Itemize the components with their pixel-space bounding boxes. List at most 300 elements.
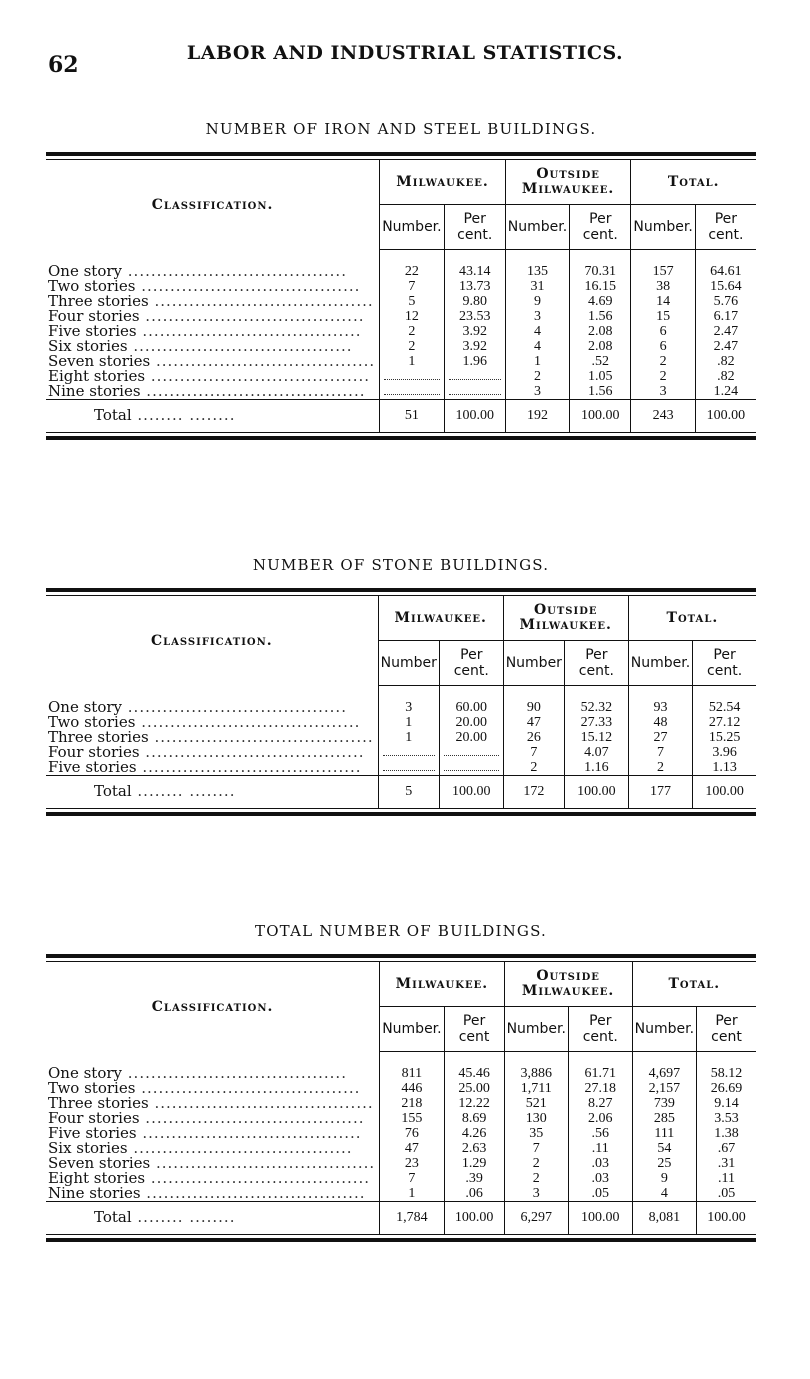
cell-mil-p: 2.63: [444, 1141, 504, 1156]
outside-milwaukee-header: [503, 596, 628, 641]
cell-tot-n: 93: [628, 686, 692, 716]
table-row: [46, 384, 756, 400]
table-row: [46, 1081, 756, 1096]
number-header: Number: [503, 641, 564, 686]
cell-mil-p: 23.53: [444, 309, 505, 324]
cell-out-n: 9: [505, 294, 569, 309]
cell-mil-p: 1.96: [444, 354, 505, 369]
dot-leader: ......................................: [145, 369, 371, 384]
row-label-text: Five stories: [48, 324, 137, 339]
table-bottom-rule: [46, 432, 756, 440]
cell-mil-p: [439, 760, 503, 776]
cell-mil-p: 20.00: [439, 730, 503, 745]
table-row: [46, 1141, 756, 1156]
row-label-text: Two stories: [48, 1081, 136, 1096]
row-label-text: Six stories: [48, 339, 128, 354]
number-header: Number: [378, 641, 439, 686]
total-cell-mil-n: 5: [378, 776, 439, 809]
cell-out-p: 16.15: [570, 279, 631, 294]
cell-tot-p: 3.96: [712, 745, 737, 760]
cell-tot-n: 111: [632, 1126, 696, 1141]
cell-tot-n: 27: [628, 730, 692, 745]
cell-out-p: .03: [568, 1171, 632, 1186]
row-label-text: Five stories: [48, 760, 137, 776]
classification-header: Classification.: [46, 962, 380, 1052]
cell-mil-n: 7: [380, 279, 444, 294]
total-cell-mil-n: 1,784: [380, 1202, 444, 1235]
table-row: [46, 309, 756, 324]
number-header: Number.: [504, 1007, 568, 1052]
cell-tot-p: 27.12: [708, 715, 741, 730]
cell-tot-n: 4: [632, 1186, 696, 1202]
total-header: Total.: [631, 160, 756, 205]
cell-mil-p: 1.29: [444, 1156, 504, 1171]
table-bottom-rule: [46, 808, 756, 816]
dot-leader: ......................................: [140, 1186, 366, 1202]
cell-mil-n: 7: [380, 1171, 444, 1186]
cell-out-p: 8.27: [568, 1096, 632, 1111]
table-row: [46, 1111, 756, 1126]
iron-steel-rows: [46, 250, 756, 433]
total-cell-mil-p: 100.00: [439, 776, 503, 809]
classification-header: Classification.: [46, 596, 378, 686]
cell-out-p: 2.06: [568, 1111, 632, 1126]
cell-tot-p: 9.14: [714, 1096, 739, 1111]
cell-mil-n: 76: [380, 1126, 444, 1141]
cell-mil-p: 60.00: [439, 686, 503, 716]
cell-mil-n: 1: [378, 730, 439, 745]
row-label-text: One story: [48, 261, 123, 279]
dot-leader: ......................................: [135, 279, 361, 294]
cell-tot-p: 3.53: [714, 1111, 739, 1126]
cell-mil-n: 1: [380, 354, 444, 369]
row-label: [46, 1156, 380, 1171]
empty-cell-dots: [444, 761, 499, 771]
empty-cell-dots: [444, 746, 499, 756]
cell-out-p: .11: [568, 1141, 632, 1156]
cell-mil-n: 12: [380, 309, 444, 324]
cell-out-p: 70.31: [570, 250, 631, 280]
row-label: [46, 1111, 380, 1126]
cell-mil-p: [444, 384, 505, 400]
row-label: [46, 250, 380, 280]
total-label: [46, 776, 378, 809]
cell-tot-n: 14: [631, 294, 695, 309]
cell-mil-n: 2: [380, 324, 444, 339]
dot-leader: ......................................: [148, 730, 374, 745]
dot-leader: ......................................: [135, 715, 361, 730]
cell-mil-p: [439, 745, 503, 760]
row-label: [46, 760, 378, 776]
row-label: [46, 1126, 380, 1141]
cell-out-n: 31: [505, 279, 569, 294]
table-row: [46, 760, 756, 776]
row-label: [46, 354, 380, 369]
dot-leader: ......................................: [122, 697, 347, 715]
cell-tot-n: 15: [631, 309, 695, 324]
row-label: [46, 294, 380, 309]
cell-mil-p: 25.00: [444, 1081, 504, 1096]
cell-out-n: 4: [505, 339, 569, 354]
milwaukee-header: Milwaukee.: [378, 596, 503, 641]
table-top-rule: [46, 152, 756, 160]
cell-out-p: .52: [570, 354, 631, 369]
cell-tot-n: 25: [632, 1156, 696, 1171]
iron-steel-section: [46, 120, 756, 440]
cell-tot-n: 7: [628, 745, 692, 760]
number-header: Number.: [628, 641, 692, 686]
running-head: LABOR AND INDUSTRIAL STATISTICS.: [186, 42, 624, 64]
total-cell-tot-p: 100.00: [695, 400, 756, 433]
table-row: [46, 686, 756, 716]
cell-tot-n: 2: [631, 354, 695, 369]
cell-tot-n: 157: [631, 250, 695, 280]
dot-leader: ......................................: [150, 1156, 376, 1171]
row-label: [46, 1186, 380, 1202]
total-cell-out-n: 172: [503, 776, 564, 809]
cell-tot-n: 2: [628, 760, 692, 776]
row-label: [46, 324, 380, 339]
row-label-text: Four stories: [48, 309, 140, 324]
cell-tot-p: 26.69: [710, 1081, 743, 1096]
cell-mil-p: 45.46: [444, 1052, 504, 1082]
row-label: [46, 715, 378, 730]
dot-leader: ......................................: [136, 1126, 362, 1141]
cell-mil-n: 811: [380, 1052, 444, 1082]
dot-leader: ......................................: [127, 339, 353, 354]
dot-leader: ......................................: [139, 1111, 365, 1126]
cell-mil-p: 3.92: [444, 339, 505, 354]
classification-header: Classification.: [46, 160, 380, 250]
total-label-text: Total: [94, 1207, 132, 1226]
cell-tot-n: 3: [631, 384, 695, 400]
table-row: [46, 1096, 756, 1111]
row-label-text: Three stories: [48, 294, 149, 309]
percent-header: Per cent.: [693, 641, 756, 686]
table-row: [46, 1171, 756, 1186]
section-title: TOTAL NUMBER OF BUILDINGS.: [254, 922, 547, 940]
cell-tot-n: 4,697: [632, 1052, 696, 1082]
cell-tot-n: 6: [631, 339, 695, 354]
dot-leader: ......................................: [140, 384, 366, 400]
table-row: [46, 1052, 756, 1082]
table-row: [46, 294, 756, 309]
total-cell-tot-n: 177: [628, 776, 692, 809]
cell-mil-n: 155: [380, 1111, 444, 1126]
dot-leader: ........ ........: [131, 405, 236, 424]
cell-out-p: 52.32: [564, 686, 628, 716]
dot-leader: ......................................: [145, 1171, 371, 1186]
cell-out-n: 521: [504, 1096, 568, 1111]
total-cell-out-p: 100.00: [568, 1202, 632, 1235]
empty-cell-dots: [383, 761, 435, 771]
cell-mil-n: 2: [380, 339, 444, 354]
cell-out-n: 47: [503, 715, 564, 730]
cell-tot-p: 5.76: [713, 294, 739, 309]
row-label: [46, 1141, 380, 1156]
dot-leader: ......................................: [150, 354, 376, 369]
cell-mil-n: [378, 745, 439, 760]
cell-out-p: .56: [568, 1126, 632, 1141]
table-row: [46, 1126, 756, 1141]
empty-cell-dots: [449, 385, 501, 395]
outside-line1: Outside: [536, 968, 600, 984]
table-row: [46, 339, 756, 354]
table-bottom-rule: [46, 1234, 756, 1242]
cell-mil-p: .39: [444, 1171, 504, 1186]
total-row: [46, 776, 756, 809]
cell-out-n: 2: [505, 369, 569, 384]
dot-leader: ........ ........: [131, 781, 236, 800]
cell-out-n: 130: [504, 1111, 568, 1126]
cell-out-n: 3: [505, 309, 569, 324]
cell-mil-n: [380, 384, 444, 400]
table-row: [46, 745, 756, 760]
row-label: [46, 1171, 380, 1186]
cell-tot-p: .05: [717, 1186, 736, 1201]
empty-cell-dots: [449, 370, 501, 380]
cell-out-n: 90: [503, 686, 564, 716]
number-header: Number.: [380, 1007, 444, 1052]
total-row: [46, 400, 756, 433]
outside-line2: Milwaukee.: [521, 983, 615, 999]
dot-leader: ......................................: [122, 1063, 347, 1081]
cell-tot-n: 285: [632, 1111, 696, 1126]
row-label-text: Three stories: [48, 1096, 149, 1111]
page-number: 62: [48, 52, 79, 78]
dot-leader: ......................................: [139, 309, 365, 324]
total-cell-out-p: 100.00: [564, 776, 628, 809]
total-buildings-section: [46, 922, 756, 1242]
dot-leader: ......................................: [139, 745, 365, 760]
cell-out-p: .05: [568, 1186, 632, 1202]
row-label-text: Eight stories: [48, 369, 146, 384]
total-cell-out-p: 100.00: [570, 400, 631, 433]
row-label-text: Eight stories: [48, 1171, 146, 1186]
percent-header: Per cent: [697, 1007, 756, 1052]
cell-out-n: 3: [505, 384, 569, 400]
cell-mil-p: 13.73: [444, 279, 505, 294]
table-top-rule: [46, 588, 756, 596]
cell-mil-p: 3.92: [444, 324, 505, 339]
row-label-text: Five stories: [48, 1126, 137, 1141]
cell-out-n: 26: [503, 730, 564, 745]
row-label-text: Nine stories: [48, 384, 141, 400]
row-label: [46, 1052, 380, 1082]
total-cell-tot-p: 100.00: [697, 1202, 756, 1235]
cell-tot-p: .31: [717, 1156, 736, 1171]
cell-mil-p: 12.22: [444, 1096, 504, 1111]
cell-mil-p: 20.00: [439, 715, 503, 730]
table-row: [46, 369, 756, 384]
percent-header: Per cent.: [695, 205, 756, 250]
number-header: Number.: [505, 205, 569, 250]
cell-tot-p: 64.61: [710, 264, 742, 279]
outside-line1: Outside: [533, 602, 598, 618]
total-label: [46, 400, 380, 433]
row-label-text: Two stories: [48, 279, 136, 294]
dot-leader: ........ ........: [131, 1207, 236, 1226]
total-cell-tot-p: 100.00: [693, 776, 756, 809]
row-label: [46, 686, 378, 716]
cell-tot-p: .11: [718, 1171, 735, 1186]
cell-mil-n: [380, 369, 444, 384]
cell-tot-n: 739: [632, 1096, 696, 1111]
cell-mil-p: 9.80: [444, 294, 505, 309]
cell-tot-n: 54: [632, 1141, 696, 1156]
cell-tot-p: .82: [717, 354, 735, 369]
total-label-text: Total: [94, 781, 132, 800]
cell-tot-p: .67: [717, 1141, 736, 1156]
milwaukee-header: Milwaukee.: [380, 962, 504, 1007]
cell-out-n: 4: [505, 324, 569, 339]
table-row: [46, 1186, 756, 1202]
cell-out-n: 1: [505, 354, 569, 369]
row-label-text: One story: [48, 697, 123, 715]
cell-out-p: 27.18: [568, 1081, 632, 1096]
cell-out-n: 3: [504, 1186, 568, 1202]
cell-mil-p: 4.26: [444, 1126, 504, 1141]
percent-header: Per cent.: [444, 205, 505, 250]
row-label-text: Three stories: [48, 730, 149, 745]
row-label: [46, 745, 378, 760]
table-row: [46, 354, 756, 369]
cell-out-p: .03: [568, 1156, 632, 1171]
cell-tot-n: 2,157: [632, 1081, 696, 1096]
cell-mil-n: [378, 760, 439, 776]
percent-header: Per cent: [444, 1007, 504, 1052]
cell-mil-p: 43.14: [444, 250, 505, 280]
percent-header: Per cent.: [570, 205, 631, 250]
cell-tot-p: 15.64: [710, 279, 742, 294]
cell-mil-p: 8.69: [444, 1111, 504, 1126]
cell-out-n: 35: [504, 1126, 568, 1141]
dot-leader: ......................................: [127, 1141, 353, 1156]
percent-header: Per cent.: [568, 1007, 632, 1052]
total-label-text: Total: [94, 405, 132, 424]
cell-mil-n: 446: [380, 1081, 444, 1096]
row-label: [46, 1096, 380, 1111]
milwaukee-header: Milwaukee.: [380, 160, 506, 205]
cell-mil-n: 3: [378, 686, 439, 716]
cell-tot-p: 58.12: [710, 1066, 743, 1081]
cell-tot-n: 6: [631, 324, 695, 339]
total-label: [46, 1202, 380, 1235]
cell-out-p: 27.33: [564, 715, 628, 730]
cell-mil-n: 1: [378, 715, 439, 730]
cell-tot-n: 9: [632, 1171, 696, 1186]
row-label-text: One story: [48, 1063, 123, 1081]
dot-leader: ......................................: [136, 324, 362, 339]
cell-out-p: 4.07: [564, 745, 628, 760]
cell-out-p: 2.08: [570, 324, 631, 339]
cell-mil-n: 47: [380, 1141, 444, 1156]
empty-cell-dots: [384, 370, 439, 380]
dot-leader: ......................................: [122, 261, 347, 279]
cell-mil-n: 22: [380, 250, 444, 280]
iron-steel-table: [46, 160, 756, 432]
cell-tot-n: 48: [628, 715, 692, 730]
row-label-text: Two stories: [48, 715, 136, 730]
total-cell-out-n: 6,297: [504, 1202, 568, 1235]
stone-rows: [46, 686, 756, 809]
cell-out-n: 3,886: [504, 1052, 568, 1082]
cell-out-n: 2: [504, 1171, 568, 1186]
cell-out-p: 61.71: [568, 1052, 632, 1082]
cell-tot-n: 2: [631, 369, 695, 384]
cell-mil-n: 23: [380, 1156, 444, 1171]
cell-tot-p: 2.47: [713, 339, 739, 354]
total-buildings-rows: [46, 1052, 756, 1235]
dot-leader: ......................................: [135, 1081, 361, 1096]
cell-tot-p: .82: [717, 369, 735, 384]
row-label: [46, 1081, 380, 1096]
cell-out-n: 7: [504, 1141, 568, 1156]
outside-milwaukee-header: [504, 962, 632, 1007]
outside-line1: Outside: [536, 166, 600, 182]
cell-tot-p: 15.25: [708, 730, 741, 745]
row-label: [46, 279, 380, 294]
cell-tot-p: 52.54: [708, 700, 741, 715]
stone-section: [46, 556, 756, 816]
cell-mil-n: 1: [380, 1186, 444, 1202]
total-header: Total.: [632, 962, 756, 1007]
dot-leader: ......................................: [136, 760, 362, 776]
table-top-rule: [46, 954, 756, 962]
number-header: Number.: [380, 205, 444, 250]
table-row: [46, 279, 756, 294]
table-row: [46, 730, 756, 745]
row-label-text: Six stories: [48, 1141, 128, 1156]
total-header: Total.: [628, 596, 756, 641]
cell-out-n: 135: [505, 250, 569, 280]
table-row: [46, 324, 756, 339]
cell-out-n: 2: [503, 760, 564, 776]
total-cell-mil-n: 51: [380, 400, 444, 433]
total-cell-out-n: 192: [505, 400, 569, 433]
cell-mil-n: 218: [380, 1096, 444, 1111]
table-row: [46, 715, 756, 730]
cell-out-p: 15.12: [564, 730, 628, 745]
cell-tot-p: 1.24: [713, 384, 739, 399]
cell-out-n: 1,711: [504, 1081, 568, 1096]
cell-out-n: 2: [504, 1156, 568, 1171]
cell-tot-p: 6.17: [713, 309, 739, 324]
number-header: Number.: [631, 205, 695, 250]
cell-mil-p: .06: [444, 1186, 504, 1202]
cell-out-n: 7: [503, 745, 564, 760]
outside-milwaukee-header: [505, 160, 631, 205]
row-label: [46, 369, 380, 384]
cell-tot-p: 1.38: [714, 1126, 739, 1141]
row-label-text: Seven stories: [48, 1156, 151, 1171]
number-header: Number.: [632, 1007, 696, 1052]
dot-leader: ......................................: [148, 294, 374, 309]
cell-tot-p: 2.47: [713, 324, 739, 339]
row-label: [46, 384, 380, 400]
total-row: [46, 1202, 756, 1235]
row-label-text: Seven stories: [48, 354, 151, 369]
section-title: NUMBER OF IRON AND STEEL BUILDINGS.: [205, 120, 597, 138]
empty-cell-dots: [384, 385, 439, 395]
total-cell-tot-n: 243: [631, 400, 695, 433]
dot-leader: ......................................: [148, 1096, 374, 1111]
cell-out-p: 1.56: [570, 309, 631, 324]
cell-out-p: 1.05: [570, 369, 631, 384]
outside-line2: Milwaukee.: [521, 181, 615, 197]
section-title: NUMBER OF STONE BUILDINGS.: [252, 556, 550, 574]
row-label-text: Four stories: [48, 745, 140, 760]
